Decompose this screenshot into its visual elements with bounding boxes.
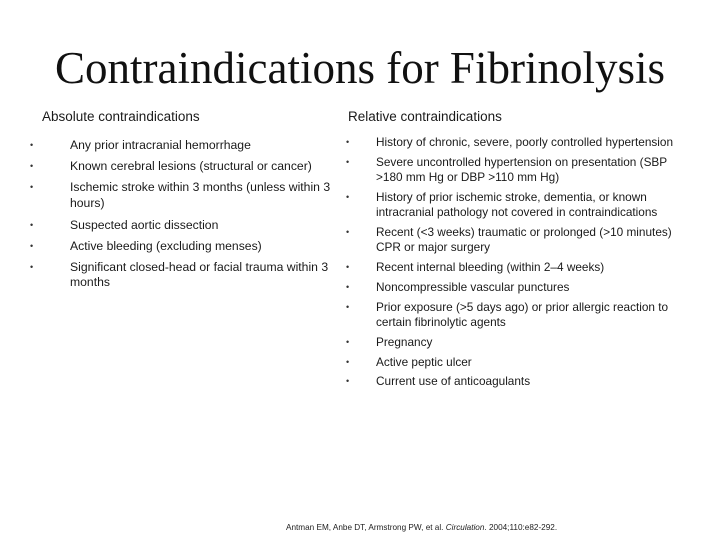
- bullet-icon: •: [30, 261, 34, 272]
- list-item: [346, 135, 686, 150]
- slide-title: Contraindications for Fibrinolysis: [55, 43, 665, 93]
- list-item-text: Severe uncontrolled hypertension on presentation (SBP >180 mm Hg or DBP >110 mm Hg): [376, 154, 667, 185]
- list-item: [346, 155, 686, 186]
- list-item-text: Suspected aortic dissection: [70, 217, 219, 232]
- list-item-text: Active bleeding (excluding menses): [70, 238, 262, 253]
- list-item-text: Significant closed-head or facial trauma within 3 months: [70, 259, 329, 289]
- citation-journal: Circulation: [445, 523, 485, 532]
- bullet-icon: •: [346, 301, 350, 312]
- list-item: [30, 159, 340, 175]
- relative-contraindications-heading: Relative contraindications: [348, 109, 502, 124]
- list-item: [30, 260, 340, 291]
- absolute-contraindications-list: [30, 138, 340, 296]
- citation-details: . 2004;110:e82-292.: [484, 523, 558, 532]
- citation-authors: Antman EM, Anbe DT, Armstrong PW, et al.: [286, 523, 444, 532]
- bullet-icon: •: [346, 281, 350, 292]
- list-item-text: Current use of anticoagulants: [376, 374, 531, 389]
- list-item-text: Prior exposure (>5 days ago) or prior allergic reaction to certain fibrinolytic agents: [376, 299, 669, 329]
- list-item-text: Active peptic ulcer: [376, 354, 472, 369]
- list-item-text: Noncompressible vascular punctures: [376, 279, 570, 294]
- bullet-icon: •: [346, 156, 350, 167]
- relative-contraindications-list: [346, 135, 686, 394]
- bullet-icon: •: [30, 240, 34, 251]
- list-item-text: Recent (<3 weeks) traumatic or prolonged (>10 minutes) CPR or major surgery: [376, 224, 672, 255]
- bullet-icon: •: [30, 182, 34, 192]
- list-item: [346, 374, 686, 389]
- list-item: [30, 239, 340, 255]
- citation: [286, 522, 557, 533]
- bullet-icon: •: [346, 356, 350, 367]
- list-item-text: Pregnancy: [376, 334, 433, 349]
- bullet-icon: •: [346, 137, 350, 147]
- bullet-icon: •: [346, 191, 350, 202]
- bullet-icon: •: [30, 140, 34, 150]
- bullet-icon: •: [346, 262, 350, 273]
- absolute-contraindications-heading: Absolute contraindications: [42, 109, 200, 124]
- list-item: [30, 138, 340, 154]
- list-item: [30, 218, 340, 234]
- list-item-text: History of prior ischemic stroke, dementia, or known intracranial pathology not covered in contraindications: [376, 189, 658, 220]
- list-item-text: Known cerebral lesions (structural or cancer): [70, 159, 312, 173]
- bullet-icon: •: [30, 161, 34, 171]
- bullet-icon: •: [346, 376, 350, 387]
- bullet-icon: •: [30, 219, 34, 230]
- list-item-text: Any prior intracranial hemorrhage: [70, 138, 251, 152]
- list-item: [346, 190, 686, 221]
- bullet-icon: •: [346, 336, 350, 347]
- list-item: [346, 280, 686, 295]
- list-item-text: History of chronic, severe, poorly controlled hypertension: [376, 135, 674, 149]
- bullet-icon: •: [346, 226, 350, 237]
- list-item: [346, 260, 686, 275]
- list-item: [346, 225, 686, 256]
- list-item: [346, 300, 686, 331]
- list-item: [346, 355, 686, 370]
- list-item: [30, 180, 340, 211]
- list-item-text: Recent internal bleeding (within 2–4 weeks): [376, 260, 605, 275]
- list-item: [346, 335, 686, 350]
- list-item-text: Ischemic stroke within 3 months (unless within 3 hours): [70, 180, 331, 210]
